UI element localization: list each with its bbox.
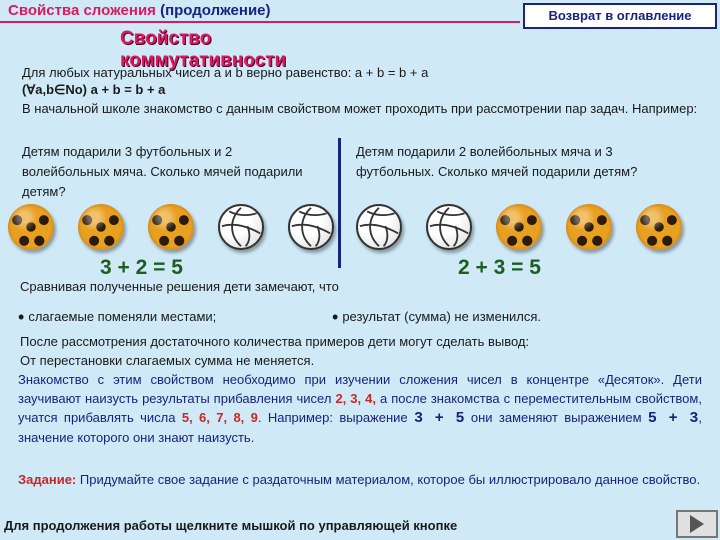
intro-line-1: Для любых натуральных чисел a и b верно равенство: a + b = b + a [22,65,429,80]
bullet-left: • слагаемые поменяли местами; [18,308,216,326]
compare-text: Сравнивая полученные решения дети замечают, что [20,279,339,294]
footer-instruction: Для продолжения работы щелкните мышкой по управляющей кнопке [4,518,458,533]
header-divider [0,21,520,23]
slide-title: Свойство коммутативности [120,28,287,71]
play-arrow-icon [690,515,704,533]
conclusion-text: От перестановки слагаемых сумма не меняется. [20,353,315,368]
para-expression-1: 3 + 5 [414,410,465,427]
back-to-contents-button[interactable]: Возврат в оглавление [523,3,717,29]
soccer-ball-icon [8,204,54,250]
para-part-2: а после знакомства с переместительным свойством, учатся прибавлять числа [18,391,702,425]
para-part-5: , значение которого они знают наизусть. [18,410,702,445]
para-numbers-1: 2, 3, 4, [335,391,376,406]
main-paragraph [18,370,702,447]
soccer-ball-icon [496,204,542,250]
next-slide-button[interactable] [676,510,718,538]
balls-right-group [356,204,716,254]
intro-text [22,64,702,98]
assignment-label: Задание: [18,472,77,487]
soccer-ball-icon [566,204,612,250]
assignment-text: Придумайте свое задание с раздаточным материалом, которое бы иллюстрировало данное свойство. [79,472,701,487]
para-part-4: они заменяют выражением [470,410,642,425]
task-right: Детям подарили 2 волейбольных мяча и 3 футбольных. Сколько мячей подарили детям? [356,144,638,179]
equation-right: 2 + 3 = 5 [458,256,541,279]
conclusion-lead: После рассмотрения достаточного количества примеров дети могут сделать вывод: [20,334,530,349]
intro-line-2: (∀a,b∈No) a + b = b + a [22,82,166,97]
bullet-right: • результат (сумма) не изменился. [332,308,541,326]
task-left: Детям подарили 3 футбольных и 2 волейбольных мяча. Сколько мячей подарили детям? [22,144,303,199]
volleyball-icon [218,204,264,250]
assignment [18,470,702,489]
lead-text: В начальной школе знакомство с данным свойством может проходить при рассмотрении пар задач. Например: [22,101,698,116]
header-subtitle: (продолжение) [160,2,271,19]
volleyball-icon [426,204,472,250]
vertical-divider [338,138,341,268]
soccer-ball-icon [148,204,194,250]
equation-left: 3 + 2 = 5 [100,256,183,279]
para-part-3: . Например: выражение [257,410,408,425]
para-expression-2: 5 + 3 [647,410,699,427]
para-numbers-2: 5, 6, 7, 8, 9 [181,410,258,425]
section-header [8,2,271,19]
volleyball-icon [288,204,334,250]
soccer-ball-icon [636,204,682,250]
balls-left-group [8,204,338,254]
header-title: Свойства сложения [8,2,156,19]
para-part-1: Знакомство с этим свойством необходимо при изучении сложения чисел в концентре «Десяток». Дети заучивают наизусть результаты прибавления чисел [18,372,702,406]
soccer-ball-icon [78,204,124,250]
volleyball-icon [356,204,402,250]
